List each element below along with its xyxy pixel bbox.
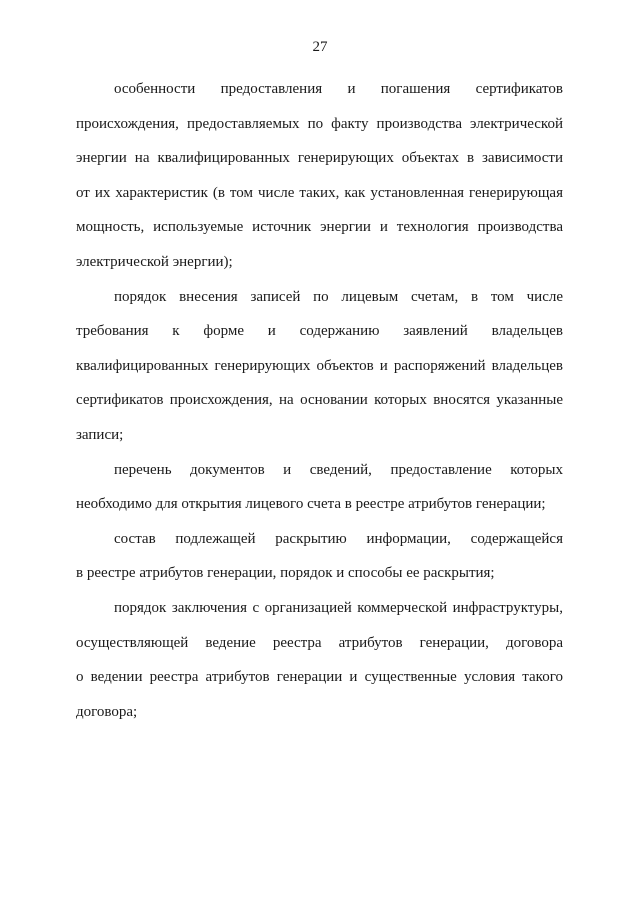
paragraph-line: необходимо для открытия лицевого счета в реестре атрибутов генерации; bbox=[76, 496, 546, 513]
paragraph-line: в реестре атрибутов генерации, порядок и способы ее раскрытия; bbox=[76, 565, 495, 582]
page-number: 27 bbox=[312, 39, 328, 55]
paragraph-line: от их характеристик (в том числе таких, как установленная генерирующая bbox=[76, 184, 563, 201]
paragraph-line: перечень документов и сведений, предоставление которых bbox=[114, 461, 563, 478]
document-body bbox=[76, 72, 563, 729]
paragraph-line: о ведении реестра атрибутов генерации и существенные условия такого bbox=[76, 669, 563, 686]
paragraph-line: договора; bbox=[76, 703, 138, 720]
paragraph-line: требования к форме и содержанию заявлений владельцев bbox=[76, 323, 563, 340]
paragraph-line: порядок внесения записей по лицевым счетам, в том числе bbox=[114, 288, 563, 305]
paragraph-line: состав подлежащей раскрытию информации, содержащейся bbox=[114, 530, 563, 547]
paragraph-line: особенности предоставления и погашения сертификатов bbox=[114, 81, 563, 97]
paragraph-document-list bbox=[76, 453, 563, 522]
paragraph-line: квалифицированных генерирующих объектов и распоряжений владельцев bbox=[76, 357, 563, 374]
paragraph-account-records bbox=[76, 280, 563, 453]
paragraph-line: записи; bbox=[76, 426, 124, 443]
paragraph-line: порядок заключения с организацией коммерческой инфраструктуры, bbox=[114, 599, 563, 616]
paragraph-certificate-features bbox=[76, 72, 563, 280]
paragraph-line: мощность, используемые источник энергии и технология производства bbox=[76, 219, 563, 236]
paragraph-line: осуществляющей ведение реестра атрибутов генерации, договора bbox=[76, 634, 563, 651]
paragraph-line: сертификатов происхождения, на основании которых вносятся указанные bbox=[76, 392, 563, 409]
paragraph-contract bbox=[76, 591, 563, 729]
paragraph-line: происхождения, предоставляемых по факту производства электрической bbox=[76, 115, 563, 132]
paragraph-disclosure bbox=[76, 522, 563, 591]
paragraph-line: электрической энергии); bbox=[76, 253, 233, 270]
paragraph-line: энергии на квалифицированных генерирующих объектах в зависимости bbox=[76, 150, 563, 167]
